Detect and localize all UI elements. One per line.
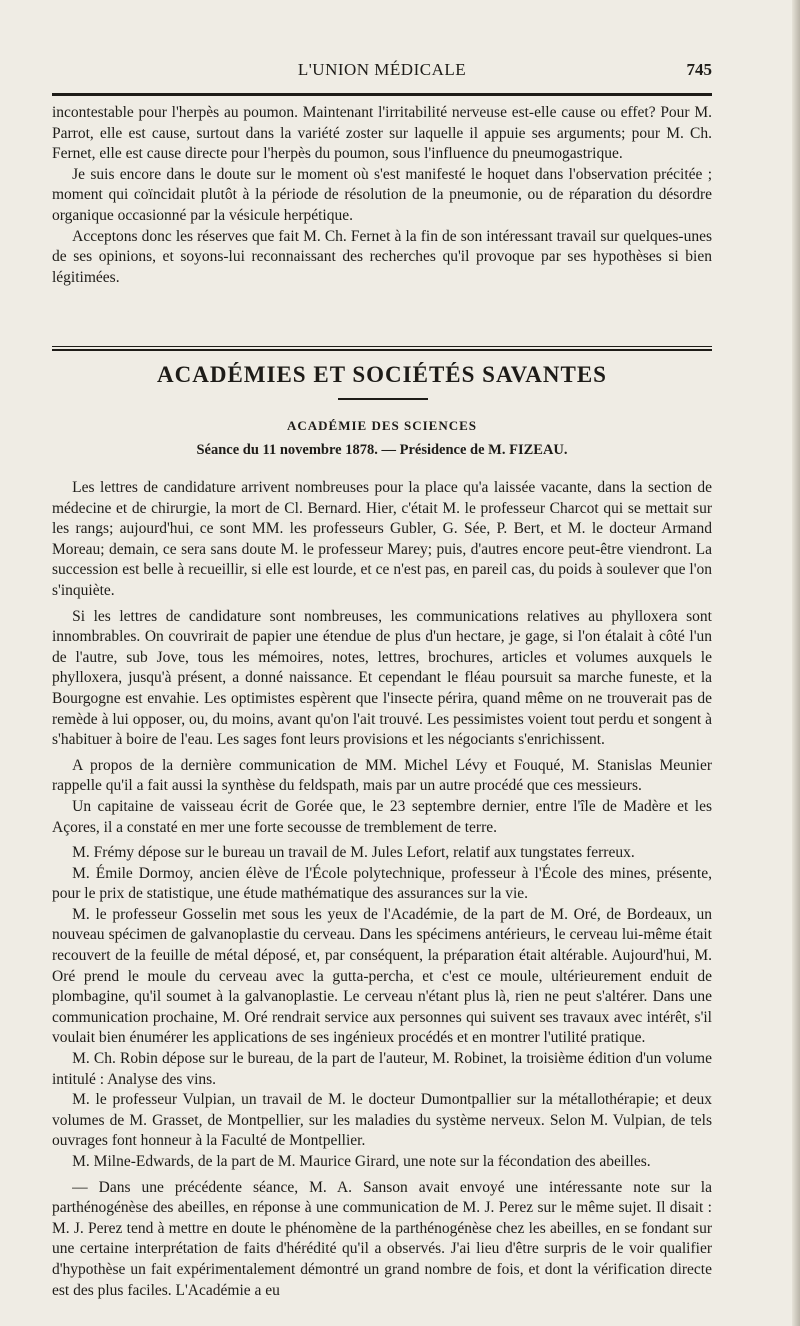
title-divider [338,398,428,400]
section-rule-top [52,346,712,347]
paragraph: incontestable pour l'herpès au poumon. Maintenant l'irritabilité nerveuse est-elle cause ou effet? Pour M. Parrot, elle est cause, surtout dans la variété zoster sur laquelle il appuie ses arguments; pour M. Ch. Fernet, elle est cause directe pour l'herpès du poumon, sous l'influence du pneumogastrique. [52,104,712,163]
page-number: 745 [686,60,712,79]
intro-text [52,103,712,288]
paragraph: Acceptons donc les réserves que fait M. Ch. Fernet à la fin de son intéressant travail sur quelques-unes de ses opinions, et soyons-lui reconnaissant des recherches qu'il provoque par ses hypothèses si bien légitimées. [52,227,712,286]
paragraph: M. Milne-Edwards, de la part de M. Maurice Girard, une note sur la fécondation des abeilles. [72,1153,651,1170]
paragraph: Un capitaine de vaisseau écrit de Gorée que, le 23 septembre dernier, entre l'île de Madère et les Açores, il a constaté en mer une forte secousse de tremblement de terre. [52,797,712,836]
paragraph: M. Émile Dormoy, ancien élève de l'École polytechnique, professeur à l'École des mines, présente, pour le prix de statistique, une étude mathématique des assurances sur la vie. [52,864,712,903]
running-head [52,58,712,88]
academy-heading: ACADÉMIE DES SCIENCES [286,418,478,433]
section-title: ACADÉMIES ET SOCIÉTÉS SAVANTES [157,362,607,387]
paragraph: M. Ch. Robin dépose sur le bureau, de la part de l'auteur, M. Robinet, la troisième édition d'un volume intitulé : Analyse des vins. [52,1050,712,1088]
paragraph: Si les lettres de candidature sont nombreuses, les communications relatives au phylloxera sont innombrables. On couvrirait de papier une étendue de plus d'un hectare, je gage, si l'on étalait à côté l'un de l'autre, sub Jove, tous les mémoires, notes, lettres, brochures, articles et volumes auxquels le phylloxera, jusqu'à présent, a donné naissance. Et cependant le fléau poursuit sa marche funeste, et la Bourgogne est envahie. Les optimistes espèrent que l'insecte périra, quand même on ne trouverait pas de remède à lui opposer, ou, du moins, avant qu'on l'ait trouvé. Les pessimistes voient tout perdu et songent à s'habituer à boire de l'eau. Les sages font leurs provisions et les négociants s'enrichissent. [52,607,712,749]
paragraph: — Dans une précédente séance, M. A. Sanson avait envoyé une intéressante note sur la parthénogénèse des abeilles, en réponse à une communication de M. J. Perez sur le même sujet. Il disait : M. J. Perez tend à mettre en doute le phénomène de la parthénogénèse chez les abeilles, en se fondant sur une certaine interprétation de faits d'hérédité qu'il a observés. J'ai lieu d'être surpris de le voir qualifier d'hypothèse un fait expérimentalement démontré un grand nombre de fois, et dont la vérification directe est des plus faciles. L'Académie a eu [52,1178,712,1299]
section-text [52,478,712,1301]
paragraph: M. Frémy dépose sur le bureau un travail de M. Jules Lefort, relatif aux tungstates ferreux. [72,844,635,862]
section-rule-bottom [52,349,712,351]
paragraph: M. le professeur Vulpian, un travail de M. le docteur Dumontpallier sur la métallothérapie; et deux volumes de M. Grasset, de Montpellier, sur les maladies du système nerveux. Selon M. Vulpian, de tels ouvrages font honneur à la Faculté de Montpellier. [52,1091,712,1150]
paragraph: A propos de la dernière communication de MM. Michel Lévy et Fouqué, M. Stanislas Meunier rappelle qu'il a fait aussi la synthèse du feldspath, mais par un autre procédé que ces messieurs. [52,756,712,795]
paragraph: Je suis encore dans le doute sur le moment où s'est manifesté le hoquet dans l'observation précitée ; moment qui coïncidait plutôt à la période de résolution de la pneumonie, ou de réparation du désordre organique occasionné par la vésicule herpétique. [52,165,712,224]
journal-title: L'UNION MÉDICALE [297,60,467,79]
session-line: Séance du 11 novembre 1878. — Présidence de M. FIZEAU. [196,442,568,458]
paragraph: M. le professeur Gosselin met sous les yeux de l'Académie, de la part de M. Oré, de Bordeaux, un nouveau spécimen de galvanoplastie du cerveau. Dans les spécimens antérieurs, le cerveau lui-même était recouvert de la feuille de métal déposé, et, par conséquent, la préparation était altérable. Aujourd'hui, M. Oré prend le moule du cerveau avec la gutta-percha, et c'est ce moule, ultérieurement enduit de plombagine, qu'il soumet à la galvanoplastie. Le cerveau n'étant plus là, rien ne peut s'altérer. Dans une communication prochaine, M. Oré rendrait service aux personnes qui suivent ses travaux avec intérêt, s'il voulait bien énumérer les applications de ses ingénieux procédés et en montrer l'utilité pratique. [52,905,712,1047]
paragraph: Les lettres de candidature arrivent nombreuses pour la place qu'a laissée vacante, dans la section de médecine et de chirurgie, la mort de Cl. Bernard. Hier, c'était M. le professeur Charcot qui se mettait sur les rangs; aujourd'hui, ce sont MM. les professeurs Gubler, G. Sée, P. Bert, et M. le docteur Armand Moreau; demain, ce sera sans doute M. le professeur Marey; puis, d'autres encore peut-être viendront. La succession est belle à recueillir, si elle est lourde, et ce n'est pas, en pareil cas, du poids à soulever que l'on s'inquiète. [52,479,712,599]
header-rule [52,93,712,96]
